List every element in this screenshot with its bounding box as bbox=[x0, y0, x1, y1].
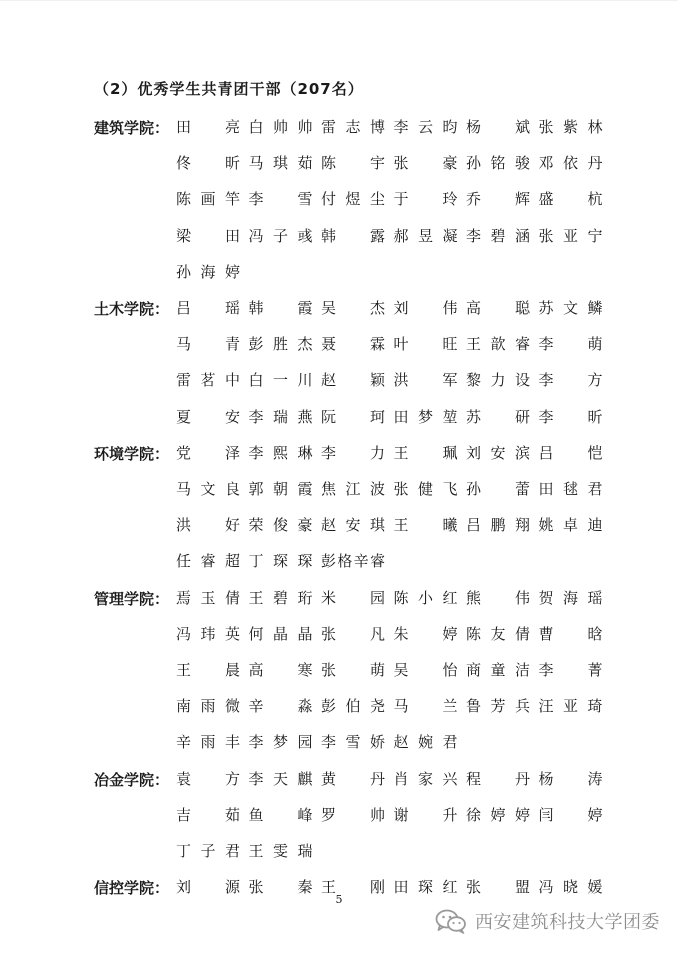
member-name: 刘 伟 bbox=[393, 299, 458, 317]
member-name: 张 盟 bbox=[466, 878, 530, 897]
member-name: 吴 怡 bbox=[393, 660, 458, 679]
member-name: 熊 伟 bbox=[466, 588, 530, 607]
member-name: 陈 宇 bbox=[321, 154, 385, 173]
member-name: 何晶晶 bbox=[248, 624, 313, 643]
college-name: 信控学院： bbox=[94, 879, 170, 898]
member-name: 张 萌 bbox=[321, 660, 385, 679]
watermark-text: 西安建筑科技大学团委 bbox=[475, 912, 660, 933]
member-name: 王 刚 bbox=[321, 878, 385, 897]
member-name: 夏 安 bbox=[176, 407, 240, 426]
member-name: 荣俊豪 bbox=[248, 516, 313, 535]
member-name: 姚卓迪 bbox=[538, 516, 603, 535]
member-name: 雷茗中 bbox=[176, 371, 240, 390]
member-name: 苏 研 bbox=[466, 407, 530, 426]
member-name: 韩 露 bbox=[321, 226, 385, 245]
member-name: 李瑞燕 bbox=[248, 407, 313, 426]
member-name: 盛 杭 bbox=[538, 190, 603, 209]
member-name: 张 秦 bbox=[248, 878, 313, 897]
member-name: 聂 霖 bbox=[321, 335, 385, 354]
member-name: 郭朝霞 bbox=[248, 479, 313, 498]
member-name: 徐婷婷 bbox=[466, 805, 530, 824]
member-name: 吕 恺 bbox=[538, 443, 603, 462]
member-name: 焉玉倩 bbox=[176, 588, 240, 607]
member-name: 米 园 bbox=[321, 588, 385, 607]
member-name: 贺海瑶 bbox=[538, 588, 603, 607]
member-name: 肖家兴 bbox=[393, 769, 458, 788]
member-name: 李雪娇 bbox=[321, 733, 385, 752]
member-name: 马 青 bbox=[176, 335, 240, 354]
member-name: 辛雨丰 bbox=[176, 733, 240, 752]
member-name: 高 聪 bbox=[466, 299, 530, 317]
member-name: 赵 颖 bbox=[321, 371, 385, 390]
watermark bbox=[435, 904, 660, 938]
member-name: 李梦园 bbox=[248, 733, 313, 752]
member-name: 鲁芳兵 bbox=[466, 697, 530, 716]
member-name: 梁 田 bbox=[176, 226, 240, 245]
member-name: 彭伯尧 bbox=[321, 697, 385, 716]
member-name: 洪 好 bbox=[176, 516, 240, 535]
member-name: 田 亮 bbox=[176, 118, 240, 136]
member-name: 刘安滨 bbox=[466, 443, 530, 462]
member-name: 马 兰 bbox=[393, 697, 458, 716]
member-name: 陈画竿 bbox=[176, 190, 240, 209]
member-name: 王 曦 bbox=[393, 516, 458, 535]
wechat-icon bbox=[435, 908, 467, 934]
member-name: 吕 瑶 bbox=[176, 299, 240, 317]
member-name: 张紫林 bbox=[538, 118, 603, 136]
member-name: 冯晓媛 bbox=[538, 878, 603, 897]
member-name: 党 泽 bbox=[176, 443, 240, 462]
member-name: 洪 军 bbox=[393, 371, 458, 390]
member-name: 丁琛琛 bbox=[248, 552, 313, 571]
member-name: 李熙琳 bbox=[248, 443, 313, 462]
member-name: 马文良 bbox=[176, 479, 240, 498]
member-name: 于 玲 bbox=[393, 190, 458, 209]
member-name: 阮 珂 bbox=[321, 407, 385, 426]
member-name: 田琛红 bbox=[393, 878, 458, 897]
member-name: 辛 淼 bbox=[248, 697, 313, 716]
member-name: 李云昀 bbox=[393, 118, 458, 136]
member-name: 韩 霞 bbox=[248, 299, 313, 317]
member-name: 朱 婷 bbox=[393, 624, 458, 643]
member-name: 李 方 bbox=[538, 371, 603, 390]
member-name: 杨 斌 bbox=[466, 118, 530, 136]
member-name: 高 寒 bbox=[248, 660, 313, 679]
member-name: 王 珮 bbox=[393, 443, 458, 462]
member-name: 袁 方 bbox=[176, 769, 240, 788]
member-name: 冯玮英 bbox=[176, 624, 240, 643]
member-name: 孙 蕾 bbox=[466, 479, 530, 498]
member-name: 黄 丹 bbox=[321, 769, 385, 788]
member-name: 商童洁 bbox=[466, 660, 530, 679]
member-name: 李 萌 bbox=[538, 335, 603, 354]
member-name: 雷志博 bbox=[321, 118, 385, 136]
member-name: 彭胜杰 bbox=[248, 335, 313, 354]
member-name: 白帅帅 bbox=[248, 118, 313, 136]
member-name: 吕鹏翔 bbox=[466, 516, 530, 535]
member-name: 杨 涛 bbox=[538, 769, 603, 788]
college-name: 冶金学院： bbox=[94, 770, 170, 789]
member-name: 孙海婷 bbox=[176, 262, 240, 281]
member-name: 陈友倩 bbox=[466, 624, 530, 643]
member-name: 邓依丹 bbox=[538, 154, 603, 173]
member-name: 赵安琪 bbox=[321, 516, 385, 535]
member-name: 李碧涵 bbox=[466, 226, 530, 245]
member-name: 田毬君 bbox=[538, 479, 603, 498]
member-name: 王雯瑞 bbox=[248, 841, 313, 860]
member-name: 田梦堃 bbox=[393, 407, 458, 426]
member-name: 陈小红 bbox=[393, 588, 458, 607]
member-name: 白一川 bbox=[248, 371, 313, 390]
member-name: 佟 昕 bbox=[176, 154, 240, 173]
member-name: 叶 旺 bbox=[393, 335, 458, 354]
member-name: 张 凡 bbox=[321, 624, 385, 643]
member-name: 乔 辉 bbox=[466, 190, 530, 209]
member-name: 付煜尘 bbox=[321, 190, 385, 209]
member-name: 罗 帅 bbox=[321, 805, 385, 824]
member-name: 李 雪 bbox=[248, 190, 313, 209]
member-name: 王歆睿 bbox=[466, 335, 530, 354]
college-name: 环境学院： bbox=[94, 444, 170, 463]
member-name: 任睿超 bbox=[176, 552, 240, 571]
member-name: 张亚宁 bbox=[538, 226, 603, 245]
member-name: 吉 茹 bbox=[176, 805, 240, 824]
member-name: 苏文鳞 bbox=[538, 299, 603, 317]
member-name: 李 菁 bbox=[538, 660, 603, 679]
member-name: 张 豪 bbox=[393, 154, 458, 173]
member-name: 马琪茹 bbox=[248, 154, 313, 173]
college-name: 土木学院： bbox=[94, 300, 170, 318]
member-name: 郝昱凝 bbox=[393, 226, 458, 245]
member-name: 黎力设 bbox=[466, 371, 530, 390]
section-heading: （2）优秀学生共青团干部（207名） bbox=[94, 80, 364, 98]
member-name: 王 晨 bbox=[176, 660, 240, 679]
member-name: 李 力 bbox=[321, 443, 385, 462]
member-name: 程 丹 bbox=[466, 769, 530, 788]
page-number: 5 bbox=[335, 893, 343, 906]
member-name: 彭格辛睿 bbox=[321, 552, 385, 571]
member-name: 吴 杰 bbox=[321, 299, 385, 317]
member-name: 赵婉君 bbox=[393, 733, 458, 752]
member-name: 丁子君 bbox=[176, 841, 240, 860]
member-name: 焦江波 bbox=[321, 479, 385, 498]
member-name: 汪亚琦 bbox=[538, 697, 603, 716]
college-name: 建筑学院： bbox=[94, 119, 170, 137]
member-name: 李 昕 bbox=[538, 407, 603, 426]
member-name: 王碧珩 bbox=[248, 588, 313, 607]
member-name: 李天麒 bbox=[248, 769, 313, 788]
member-name: 闫 婷 bbox=[538, 805, 603, 824]
member-name: 曹 晗 bbox=[538, 624, 603, 643]
member-name: 鱼 峰 bbox=[248, 805, 313, 824]
member-name: 南雨微 bbox=[176, 697, 240, 716]
member-name: 孙铭骏 bbox=[466, 154, 530, 173]
member-name: 冯子彧 bbox=[248, 226, 313, 245]
college-name: 管理学院： bbox=[94, 589, 170, 608]
member-name: 张健飞 bbox=[393, 479, 458, 498]
member-name: 谢 升 bbox=[393, 805, 458, 824]
member-name: 刘 源 bbox=[176, 878, 240, 897]
